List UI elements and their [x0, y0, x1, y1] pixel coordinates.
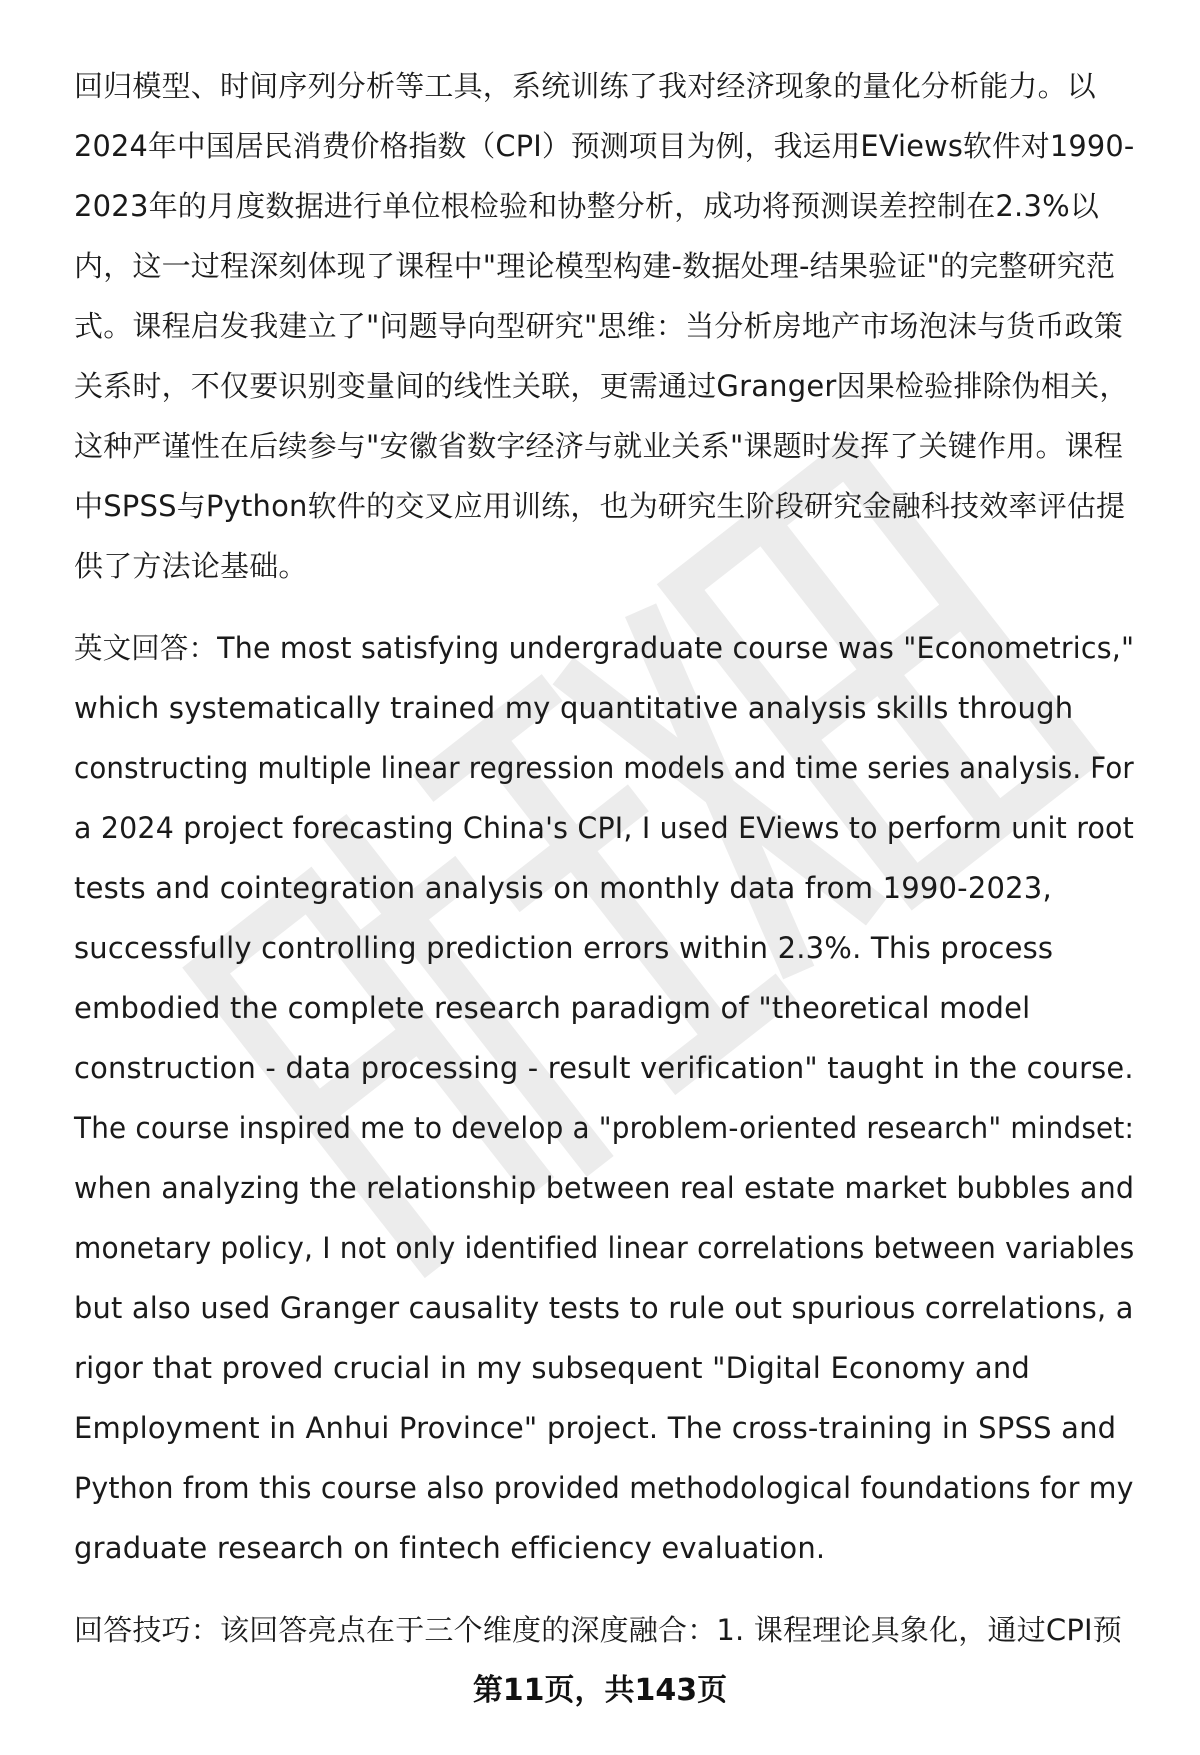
text-line: tests and cointegration analysis on monthly data from 1990-2023,	[74, 871, 1052, 905]
text-line: graduate research on fintech efficiency evaluation.	[74, 1531, 826, 1565]
text-line: 回答技巧：该回答亮点在于三个维度的深度融合：1. 课程理论具象化，通过CPI预	[74, 1613, 1122, 1647]
text-line: 回归模型、时间序列分析等工具，系统训练了我对经济现象的量化分析能力。以	[74, 69, 1097, 103]
text-line: when analyzing the relationship between real estate market bubbles and	[74, 1171, 1135, 1205]
text-line: a 2024 project forecasting China's CPI, I used EViews to perform unit root	[74, 811, 1134, 845]
document-body	[74, 56, 1144, 1660]
text-line: 中SPSS与Python软件的交叉应用训练，也为研究生阶段研究金融科技效率评估提	[74, 489, 1126, 523]
text-line: but also used Granger causality tests to rule out spurious correlations, a	[74, 1291, 1134, 1325]
text-line: rigor that proved crucial in my subsequent "Digital Economy and	[74, 1351, 1031, 1385]
text-line: 供了方法论基础。	[74, 549, 308, 583]
page-number-footer: 第11页，共143页	[472, 1673, 728, 1708]
text-line: which systematically trained my quantitative analysis skills through	[74, 691, 1074, 725]
text-line: monetary policy, I not only identified linear correlations between variables	[74, 1231, 1135, 1265]
text-line: Employment in Anhui Province" project. The cross-training in SPSS and	[74, 1411, 1117, 1445]
text-line: constructing multiple linear regression models and time series analysis. For	[74, 751, 1134, 785]
text-line: The course inspired me to develop a "problem-oriented research" mindset:	[74, 1111, 1135, 1145]
text-line: Python from this course also provided methodological foundations for my	[74, 1471, 1134, 1505]
text-line: 英文回答：The most satisfying undergraduate course was "Econometrics,"	[74, 631, 1135, 665]
text-line: successfully controlling prediction errors within 2.3%. This process	[74, 931, 1054, 965]
chinese-answer-paragraph	[74, 56, 1144, 596]
text-line: 内，这一过程深刻体现了课程中"理论模型构建-数据处理-结果验证"的完整研究范	[74, 249, 1116, 283]
text-line: embodied the complete research paradigm of "theoretical model	[74, 991, 1031, 1025]
text-line: 2024年中国居民消费价格指数（CPI）预测项目为例，我运用EViews软件对1990-	[74, 129, 1135, 163]
text-line: 这种严谨性在后续参与"安徽省数字经济与就业关系"课题时发挥了关键作用。课程	[74, 429, 1124, 463]
text-line: 关系时，不仅要识别变量间的线性关联，更需通过Granger因果检验排除伪相关，	[74, 369, 1129, 403]
english-answer-paragraph	[74, 618, 1144, 1578]
text-line: construction - data processing - result verification" taught in the course.	[74, 1051, 1134, 1085]
text-line: 式。课程启发我建立了"问题导向型研究"思维：当分析房地产市场泡沫与货币政策	[74, 309, 1124, 343]
text-line: 2023年的月度数据进行单位根检验和协整分析，成功将预测误差控制在2.3%以	[74, 189, 1100, 223]
answer-tip-paragraph	[74, 1600, 1144, 1660]
